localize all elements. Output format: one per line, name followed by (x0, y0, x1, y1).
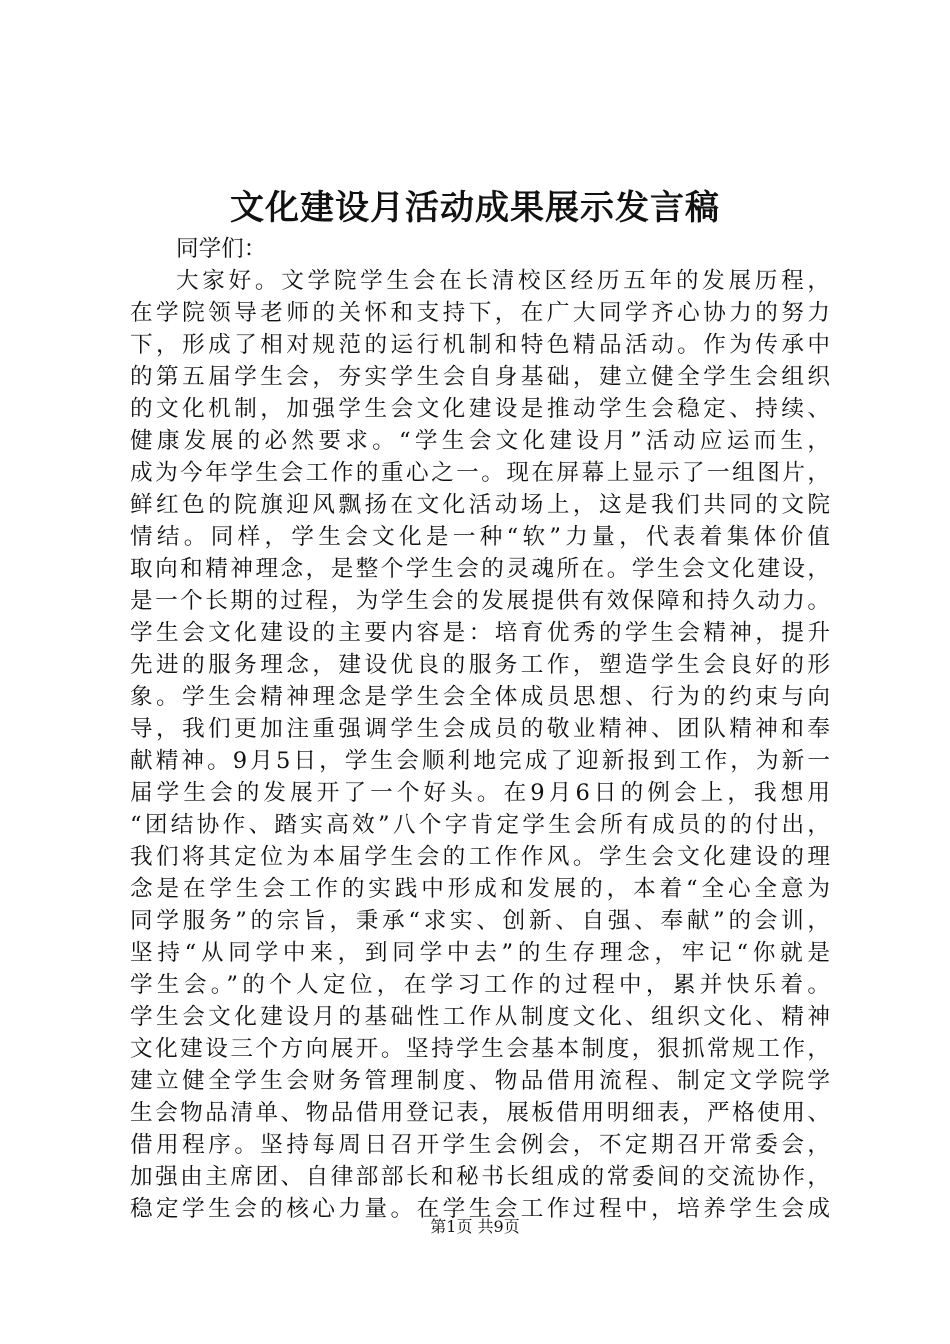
paragraph-line: 建立健全学生会财务管理制度、物品借用流程、制定文学院学 (130, 1068, 830, 1094)
document-title: 文化建设月活动成果展示发言稿 (230, 188, 720, 228)
paragraph-line: 同学服务”的宗旨，秉承“求实、创新、自强、奉献”的会训， (130, 908, 830, 934)
paragraph-line: 的文化机制，加强学生会文化建设是推动学生会稳定、持续、 (130, 396, 830, 422)
paragraph-line: 文化建设三个方向展开。坚持学生会基本制度，狠抓常规工作， (130, 1036, 830, 1062)
paragraph-line: 学生会文化建设的主要内容是：培育优秀的学生会精神，提升 (130, 620, 830, 646)
paragraph-line: 念是在学生会工作的实践中形成和发展的，本着“全心全意为 (130, 876, 830, 902)
paragraph-line: 是一个长期的过程，为学生会的发展提供有效保障和持久动力。 (130, 588, 830, 614)
paragraph-line: 稳定学生会的核心力量。在学生会工作过程中，培养学生会成 (130, 1196, 830, 1222)
paragraph-line: 导，我们更加注重强调学生会成员的敬业精神、团队精神和奉 (130, 716, 830, 742)
paragraph-line: 取向和精神理念，是整个学生会的灵魂所在。学生会文化建设， (130, 556, 830, 582)
paragraph-line: 在学院领导老师的关怀和支持下，在广大同学齐心协力的努力 (130, 300, 830, 326)
salutation-line: 同学们： (176, 236, 267, 262)
paragraph-line: 成为今年学生会工作的重心之一。现在屏幕上显示了一组图片， (130, 460, 830, 486)
paragraph-line: 鲜红色的院旗迎风飘扬在文化活动场上，这是我们共同的文院 (130, 492, 830, 518)
paragraph-line: 加强由主席团、自律部部长和秘书长组成的常委间的交流协作， (130, 1164, 830, 1190)
paragraph-line: 下，形成了相对规范的运行机制和特色精品活动。作为传承中 (130, 332, 830, 358)
paragraph-line: “团结协作、踏实高效”八个字肯定学生会所有成员的的付出， (130, 812, 830, 838)
paragraph-line: 届学生会的发展开了一个好头。在9月6日的例会上，我想用 (130, 780, 830, 806)
paragraph-line: 学生会文化建设月的基础性工作从制度文化、组织文化、精神 (130, 1004, 830, 1030)
paragraph-line: 坚持“从同学中来，到同学中去”的生存理念，牢记“你就是 (130, 940, 830, 966)
paragraph-line: 先进的服务理念，建设优良的服务工作，塑造学生会良好的形 (130, 652, 830, 678)
paragraph-line: 情结。同样，学生会文化是一种“软”力量，代表着集体价值 (130, 524, 830, 550)
paragraph-line: 献精神。9月5日，学生会顺利地完成了迎新报到工作，为新一 (130, 748, 830, 774)
page-number-footer: 第1页 共9页 (430, 1217, 520, 1236)
paragraph-line: 健康发展的必然要求。“学生会文化建设月”活动应运而生， (130, 428, 830, 454)
paragraph-line: 的第五届学生会，夯实学生会自身基础，建立健全学生会组织 (130, 364, 830, 390)
paragraph-line: 生会物品清单、物品借用登记表，展板借用明细表，严格使用、 (130, 1100, 830, 1126)
paragraph-line: 大家好。文学院学生会在长清校区经历五年的发展历程， (176, 268, 830, 294)
paragraph-line: 借用程序。坚持每周日召开学生会例会，不定期召开常委会， (130, 1132, 830, 1158)
document-body (130, 233, 830, 1225)
paragraph-line: 象。学生会精神理念是学生会全体成员思想、行为的约束与向 (130, 684, 830, 710)
paragraph-line: 我们将其定位为本届学生会的工作作风。学生会文化建设的理 (130, 844, 830, 870)
paragraph-line: 学生会。”的个人定位，在学习工作的过程中，累并快乐着。 (130, 972, 830, 998)
